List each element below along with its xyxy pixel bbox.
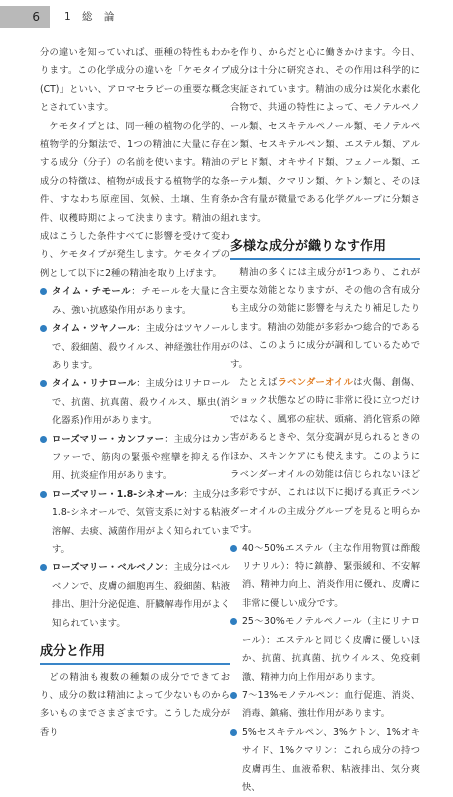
list-item-text: 25〜30%モノテルペノール（主にリナロール）：エステルと同じく皮膚に優しいほか、抗菌、抗真菌、抗ウイルス、免疫刺激、精神力向上作用があります。 — [242, 616, 420, 683]
list-item-text: ：主成分はベルベノンで、皮膚の細胞再生、殺細菌、粘液排出、胆汁分泌促進、肝臓解毒作用がよく知られています。 — [52, 562, 230, 629]
list-item — [230, 540, 420, 614]
bullet-dot-icon — [40, 436, 47, 443]
paragraph-text: は火傷、創傷、ショック状態などの時に非常に役に立つだけではなく、風邪の症状、頭痛、消化管系の障害があるときや、気分変調が見られるときのほか、スキンケアにも使えます。このようにラベンダーオイルの効能は信じられないほど多彩ですが、これは以下に掲げる真正ラベンダーオイルの主成分グループを見ると明らかです。 — [230, 377, 420, 536]
list-item-term: タイム・リナロール — [52, 378, 137, 390]
list-item — [40, 486, 230, 560]
bullet-dot-icon — [40, 325, 47, 332]
bullet-dot-icon — [230, 692, 237, 699]
list-item-text: ：主成分は1.8-シネオールで、気管支系に対する粘液溶解、去痰、減菌作用がよく知られています。 — [52, 488, 230, 555]
page-header — [0, 0, 453, 34]
list-item-term: タイム・チモール — [52, 286, 132, 298]
list-item — [230, 687, 420, 724]
heading-rule — [40, 663, 230, 665]
list-item — [230, 724, 420, 797]
list-item — [40, 559, 230, 633]
paragraph: ケモタイプとは、同一種の植物の化学的、植物学的分類法で、1つの精油に大量に存在する成分（分子）の名前を使います。精油の成分の特徴は、植物が成長する植物学的な条件、すなわち原産国、気候、土壌、生育条件、収穫時期によって決まります。精油の組成はこうした条件すべてに影響を受けて変わり、ケモタイプが発生します。ケモタイプの例として以下に2種の精油を取り上げます。 — [40, 120, 230, 279]
bullet-dot-icon — [230, 545, 237, 552]
page-number: 6 — [0, 6, 50, 28]
component-list — [230, 540, 420, 797]
list-item-text: 7〜13%モノテルペン：血行促進、消炎、消毒、鎮痛、強壮作用があります。 — [242, 689, 420, 720]
list-item-term: タイム・ツヤノール — [52, 323, 137, 335]
list-item-text: ：主成分はツヤノールで、殺細菌、殺ウイルス、神経強壮作用があります。 — [52, 323, 230, 371]
bullet-dot-icon — [230, 729, 237, 736]
chemotype-list — [40, 283, 230, 633]
list-item — [40, 375, 230, 430]
highlight-term: ラベンダーオイル — [277, 377, 354, 388]
list-item-term: ローズマリー・1.8-シネオール — [52, 488, 184, 500]
list-item — [230, 613, 420, 687]
section-heading: 多様な成分が織りなす作用 — [230, 239, 387, 255]
list-item — [40, 283, 230, 320]
list-item-text: 40〜50%エステル（主な作用物質は酢酸リナリル）：特に鎮静、緊張緩和、不安解消、精神力向上、消炎作用に優れ、皮膚に非常に優しい成分です。 — [242, 542, 420, 609]
right-column — [230, 44, 420, 797]
list-item-text: ：主成分はリナロールで、抗菌、抗真菌、殺ウイルス、駆虫(消化器系)作用があります。 — [52, 378, 230, 427]
list-item-text: ：主成分はカンファーで、筋肉の緊張や痙攣を抑える作用、抗炎症作用があります。 — [52, 433, 230, 482]
section-heading: 成分と作用 — [40, 644, 106, 659]
list-item-term: ローズマリー・ベルベノン — [52, 562, 165, 574]
paragraph: を作り、からだと心に働きかけます。今日、成分は十分に研究され、その作用は科学的に実証されています。精油の成分は炭化水素化合物で、共通の特性によって、モノテルペノール類、セスキテルペノール類、モノテルペン類、セスキテルペン類、エステル類、アルデヒド類、オキサイド類、フェノール類、エーテル類、クマリン類、ケトン類と、そのほか含有量が微量である化学グループに分類されます。 — [230, 47, 420, 224]
paragraph: どの精油も複数の種類の成分でできており、成分の数は精油によって少ないものから多いものまでさまざまです。こうした成分が香り — [40, 671, 230, 738]
list-item-text: 5%セスキテルペン、3%ケトン、1%オキサイド、1%クマリン：これら成分の持つ皮膚再生、血液希釈、粘液排出、気分爽快、 — [242, 726, 420, 793]
list-item-term: ローズマリー・カンファー — [52, 433, 165, 445]
bullet-dot-icon — [230, 618, 237, 625]
paragraph: 分の違いを知っていれば、亜種の特性もわかります。この化学成分の違いを「ケモタイプ (CT)」といい、アロマセラピーの重要な概念とされています。 — [40, 47, 230, 114]
left-column — [40, 44, 230, 742]
list-item — [40, 320, 230, 375]
list-item-text: ：チモールを大量に含み、強い抗感染作用があります。 — [52, 286, 230, 316]
bullet-dot-icon — [40, 564, 47, 571]
bullet-dot-icon — [40, 288, 47, 295]
bullet-dot-icon — [40, 491, 47, 498]
heading-rule — [230, 258, 420, 260]
bullet-dot-icon — [40, 380, 47, 387]
chapter-title: 1 総 論 — [64, 11, 119, 23]
paragraph-text: たとえば — [239, 377, 278, 388]
paragraph: 精油の多くには主成分が1つあり、これが主要な効能となりますが、その他の含有成分も主成分の効能に影響を与えたり補足したりします。精油の効能が多彩かつ総合的であるのは、このように成分が調和しているためです。 — [230, 266, 420, 370]
list-item — [40, 431, 230, 486]
paragraph — [230, 374, 420, 540]
